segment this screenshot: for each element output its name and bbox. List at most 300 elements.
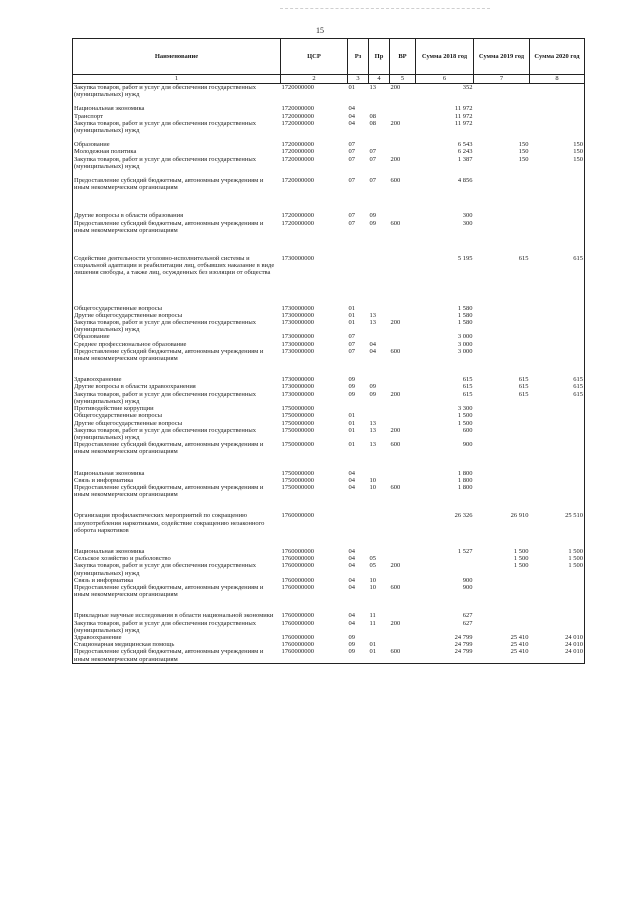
row-csr: 1750000000 <box>281 441 314 449</box>
row-name: Другие вопросы в области образования <box>73 212 281 219</box>
row-csr: 1760000000 <box>281 612 314 620</box>
row-sum-2020: 1 500 <box>530 555 585 562</box>
row-rz: 04 <box>348 105 355 113</box>
row-rz: 01 <box>348 419 355 427</box>
row-name: Транспорт <box>73 113 281 120</box>
row-sum-2018: 11 972 <box>454 105 473 113</box>
row-rz: 04 <box>348 476 355 484</box>
row-pr <box>369 412 390 419</box>
row-sum-2019 <box>474 405 530 412</box>
row-name: Предоставление субсидий бюджетным, автономным учреждениям и иным некоммерческим организациям <box>73 648 281 663</box>
table-row <box>73 420 585 427</box>
row-rz: 04 <box>348 469 355 477</box>
row-name: Национальная экономика <box>73 105 281 112</box>
spacer-row <box>73 605 585 612</box>
row-rz: 07 <box>348 148 355 156</box>
spacer-row <box>73 98 585 105</box>
row-sum-2018: 900 <box>462 576 473 584</box>
row-csr: 1730000000 <box>281 319 314 327</box>
row-rz: 04 <box>348 619 355 627</box>
table-row <box>73 577 585 584</box>
spacer-row <box>73 291 585 298</box>
row-pr <box>369 105 390 112</box>
row-vr: 200 <box>390 155 401 163</box>
row-rz: 04 <box>348 547 355 555</box>
table-row <box>73 641 585 648</box>
row-vr: 200 <box>390 390 401 398</box>
row-name: Стационарная медицинская помощь <box>73 641 281 648</box>
row-vr: 600 <box>390 219 401 227</box>
spacer-row <box>73 369 585 376</box>
table-row <box>73 348 585 362</box>
table-row <box>73 305 585 312</box>
row-pr: 05 <box>369 555 376 563</box>
table-row <box>73 634 585 641</box>
row-sum-2020 <box>530 305 585 312</box>
row-csr: 1730000000 <box>281 340 314 348</box>
row-sum-2019: 1 500 <box>513 562 529 570</box>
row-vr <box>390 255 416 277</box>
table-row <box>73 555 585 562</box>
row-pr: 09 <box>369 219 376 227</box>
row-sum-2019: 26 910 <box>510 512 529 520</box>
row-pr <box>369 512 390 534</box>
row-sum-2019: 150 <box>518 155 529 163</box>
row-csr: 1720000000 <box>281 177 314 185</box>
row-sum-2020 <box>530 620 585 634</box>
row-sum-2020: 615 <box>530 255 585 277</box>
row-sum-2020 <box>530 584 585 598</box>
row-sum-2020: 150 <box>530 148 585 155</box>
row-sum-2019 <box>474 348 530 362</box>
row-name: Закупка товаров, работ и услуг для обеспечения государственных (муниципальных) нужд <box>73 319 281 333</box>
row-sum-2019: 25 410 <box>510 633 529 641</box>
row-csr: 1760000000 <box>281 562 314 570</box>
row-csr: 1720000000 <box>281 105 314 113</box>
header-vr: ВР <box>390 39 416 75</box>
row-pr: 11 <box>369 612 376 620</box>
table-row <box>73 584 585 598</box>
row-csr: 1720000000 <box>281 84 314 91</box>
row-rz: 01 <box>348 84 355 91</box>
row-sum-2018: 1 500 <box>457 412 473 420</box>
row-vr <box>390 634 416 641</box>
row-csr: 1720000000 <box>281 219 314 227</box>
spacer-row <box>73 541 585 548</box>
row-rz: 04 <box>348 576 355 584</box>
row-vr <box>390 148 416 155</box>
row-vr: 600 <box>390 583 401 591</box>
row-rz: 01 <box>348 311 355 319</box>
row-sum-2020 <box>530 420 585 427</box>
row-sum-2018: 24 799 <box>416 648 474 663</box>
row-rz <box>348 255 369 277</box>
table-row <box>73 113 585 120</box>
row-csr: 1750000000 <box>281 476 314 484</box>
table-row <box>73 319 585 333</box>
spacer-row <box>73 241 585 248</box>
row-vr: 600 <box>390 441 401 449</box>
row-sum-2020: 24 010 <box>530 634 585 641</box>
row-sum-2018: 627 <box>462 612 473 620</box>
row-csr: 1730000000 <box>281 347 314 355</box>
row-sum-2018: 600 <box>462 426 473 434</box>
spacer-row <box>73 534 585 541</box>
row-csr: 1720000000 <box>281 212 314 220</box>
row-name: Закупка товаров, работ и услуг для обеспечения государственных (муниципальных) нужд <box>73 84 281 99</box>
row-pr: 05 <box>369 562 376 570</box>
row-sum-2020: 24 010 <box>530 648 585 663</box>
row-sum-2020 <box>530 220 585 234</box>
table-row <box>73 441 585 455</box>
row-rz: 01 <box>348 304 355 312</box>
row-csr: 1720000000 <box>281 112 314 120</box>
row-name: Организация профилактических мероприятий по сокращению злоупотребления наркотиками, содействие сокращению незаконного оборота наркотиков <box>73 512 281 534</box>
row-sum-2018 <box>416 562 474 576</box>
header-rz: Рз <box>348 39 369 75</box>
row-sum-2019 <box>474 620 530 634</box>
row-pr: 09 <box>369 212 376 220</box>
row-sum-2018: 3 000 <box>457 347 473 355</box>
row-sum-2018 <box>416 555 474 562</box>
row-sum-2020 <box>530 348 585 362</box>
row-pr: 08 <box>369 112 376 120</box>
header-sum-2018: Сумма 2018 год <box>416 39 474 75</box>
row-csr: 1730000000 <box>281 383 314 391</box>
row-name: Прикладные научные исследования в области национальной экономики <box>73 612 281 619</box>
page-number: 15 <box>316 26 324 35</box>
row-vr <box>390 105 416 112</box>
row-pr: 04 <box>369 340 376 348</box>
row-sum-2020 <box>530 341 585 348</box>
row-sum-2019: 615 <box>518 376 529 384</box>
spacer-row <box>73 205 585 212</box>
row-rz: 04 <box>348 555 355 563</box>
row-pr: 13 <box>369 426 376 434</box>
row-vr <box>390 548 416 555</box>
row-pr: 13 <box>369 84 376 91</box>
table-row <box>73 470 585 477</box>
row-vr <box>390 555 416 562</box>
row-rz: 07 <box>348 177 355 185</box>
row-sum-2018: 1 800 <box>457 476 473 484</box>
row-sum-2019 <box>474 333 530 340</box>
row-pr <box>369 376 390 383</box>
row-name: Молодежная политика <box>73 148 281 155</box>
row-sum-2018: 6 243 <box>457 148 473 156</box>
row-name: Общегосударственные вопросы <box>73 305 281 312</box>
row-sum-2019 <box>474 420 530 427</box>
row-sum-2018: 1 580 <box>457 319 473 327</box>
col-number: 8 <box>530 75 585 84</box>
row-pr: 13 <box>369 419 376 427</box>
row-csr: 1760000000 <box>281 619 314 627</box>
spacer-row <box>73 463 585 470</box>
row-rz: 07 <box>348 219 355 227</box>
column-number-row <box>73 75 585 84</box>
row-pr: 08 <box>369 119 376 127</box>
row-sum-2019 <box>474 305 530 312</box>
row-sum-2019 <box>474 212 530 219</box>
row-vr <box>390 312 416 319</box>
row-sum-2019 <box>474 477 530 484</box>
table-row <box>73 84 585 99</box>
row-sum-2019 <box>474 584 530 598</box>
row-csr: 1750000000 <box>281 483 314 491</box>
budget-table <box>72 38 585 664</box>
row-pr: 10 <box>369 583 376 591</box>
table-row <box>73 512 585 534</box>
row-sum-2020 <box>530 105 585 112</box>
row-vr <box>390 577 416 584</box>
row-pr <box>369 255 390 277</box>
row-name: Предоставление субсидий бюджетным, автономным учреждениям и иным некоммерческим организациям <box>73 348 281 362</box>
row-name: Закупка товаров, работ и услуг для обеспечения государственных (муниципальных) нужд <box>73 391 281 405</box>
row-name: Другие вопросы в области здравоохранения <box>73 383 281 390</box>
row-sum-2020 <box>530 120 585 134</box>
row-sum-2019: 615 <box>518 255 529 263</box>
row-pr: 01 <box>369 648 390 663</box>
table-row <box>73 612 585 619</box>
row-sum-2018: 1 800 <box>457 483 473 491</box>
row-pr: 04 <box>369 347 376 355</box>
row-name: Здравоохранение <box>73 634 281 641</box>
row-sum-2019 <box>474 120 530 134</box>
row-sum-2018: 1 580 <box>457 311 473 319</box>
spacer-row <box>73 170 585 177</box>
row-csr: 1760000000 <box>281 648 348 663</box>
row-sum-2020 <box>530 484 585 498</box>
row-rz: 01 <box>348 426 355 434</box>
row-sum-2018: 900 <box>462 583 473 591</box>
row-csr: 1760000000 <box>281 633 314 641</box>
table-row <box>73 255 585 277</box>
row-name: Закупка товаров, работ и услуг для обеспечения государственных (муниципальных) нужд <box>73 562 281 576</box>
row-sum-2020 <box>530 113 585 120</box>
row-vr <box>390 341 416 348</box>
row-vr: 200 <box>390 119 401 127</box>
row-csr: 1730000000 <box>281 255 314 263</box>
row-pr: 13 <box>369 311 376 319</box>
row-csr: 1760000000 <box>281 555 314 563</box>
row-sum-2018: 4 856 <box>457 177 473 185</box>
row-sum-2020 <box>530 212 585 219</box>
row-vr <box>390 376 416 383</box>
row-name: Образование <box>73 333 281 340</box>
row-sum-2019 <box>474 412 530 419</box>
row-sum-2019 <box>474 312 530 319</box>
row-csr: 1750000000 <box>281 419 314 427</box>
row-name: Предоставление субсидий бюджетным, автономным учреждениям и иным некоммерческим организациям <box>73 177 281 191</box>
row-vr <box>390 305 416 312</box>
spacer-row <box>73 234 585 241</box>
row-pr <box>369 548 390 555</box>
row-sum-2018: 24 799 <box>454 633 473 641</box>
row-sum-2018: 615 <box>462 383 473 391</box>
table-row <box>73 341 585 348</box>
row-sum-2020 <box>530 333 585 340</box>
row-rz: 07 <box>348 333 355 341</box>
row-name: Образование <box>73 141 281 148</box>
row-vr: 200 <box>390 426 401 434</box>
row-pr: 09 <box>369 390 376 398</box>
spacer-row <box>73 284 585 291</box>
row-sum-2020 <box>530 577 585 584</box>
row-sum-2019 <box>474 105 530 112</box>
table-row <box>73 427 585 441</box>
row-sum-2020: 1 500 <box>530 562 585 576</box>
row-name: Предоставление субсидий бюджетным, автономным учреждениям и иным некоммерческим организациям <box>73 584 281 598</box>
row-name: Предоставление субсидий бюджетным, автономным учреждениям и иным некоммерческим организациям <box>73 441 281 455</box>
row-rz: 04 <box>348 483 355 491</box>
row-sum-2018: 615 <box>462 390 473 398</box>
row-vr: 200 <box>390 619 401 627</box>
spacer-row <box>73 198 585 205</box>
row-rz: 07 <box>348 155 355 163</box>
table-row <box>73 477 585 484</box>
table-row <box>73 148 585 155</box>
row-csr: 1760000000 <box>281 583 314 591</box>
row-sum-2020 <box>530 441 585 455</box>
row-sum-2020 <box>530 177 585 191</box>
row-rz: 01 <box>348 319 355 327</box>
row-sum-2018: 1 387 <box>457 155 473 163</box>
row-sum-2018: 5 195 <box>457 255 473 263</box>
row-csr: 1730000000 <box>281 376 314 384</box>
row-sum-2019 <box>474 84 530 99</box>
row-sum-2019: 150 <box>518 148 529 156</box>
row-sum-2018: 1 800 <box>457 469 473 477</box>
row-sum-2019: 25 410 <box>510 641 529 649</box>
row-vr <box>390 412 416 419</box>
row-name: Предоставление субсидий бюджетным, автономным учреждениям и иным некоммерческим организациям <box>73 484 281 498</box>
row-sum-2018: 3 000 <box>457 340 473 348</box>
row-pr: 13 <box>369 319 376 327</box>
row-rz <box>348 512 369 534</box>
spacer-row <box>73 134 585 141</box>
table-row <box>73 376 585 383</box>
row-rz: 09 <box>348 383 355 391</box>
row-sum-2019 <box>474 612 530 619</box>
row-csr: 1760000000 <box>281 512 314 520</box>
spacer-row <box>73 598 585 605</box>
table-row <box>73 412 585 419</box>
row-name: Связь и информатика <box>73 477 281 484</box>
header-sum-2019: Сумма 2019 год <box>474 39 530 75</box>
row-name: Общегосударственные вопросы <box>73 412 281 419</box>
row-pr: 09 <box>369 383 376 391</box>
table-row <box>73 333 585 340</box>
row-sum-2019: 615 <box>518 383 529 391</box>
col-number: 3 <box>348 75 369 84</box>
row-sum-2020 <box>530 427 585 441</box>
row-name: Противодействие коррупции <box>73 405 281 412</box>
row-pr: 13 <box>369 441 376 449</box>
row-rz: 07 <box>348 212 355 220</box>
row-sum-2020 <box>530 312 585 319</box>
table-row <box>73 141 585 148</box>
row-vr <box>390 405 416 412</box>
row-name: Закупка товаров, работ и услуг для обеспечения государственных (муниципальных) нужд <box>73 120 281 134</box>
row-name: Среднее профессиональное образование <box>73 341 281 348</box>
row-vr <box>390 420 416 427</box>
row-vr <box>390 333 416 340</box>
spacer-row <box>73 191 585 198</box>
row-sum-2019: 150 <box>518 141 529 149</box>
row-rz: 09 <box>348 376 355 384</box>
row-sum-2020: 1 500 <box>530 548 585 555</box>
spacer-row <box>73 277 585 284</box>
row-csr: 1750000000 <box>281 412 314 420</box>
row-sum-2020: 615 <box>530 376 585 383</box>
row-csr: 1760000000 <box>281 641 314 649</box>
row-csr: 1760000000 <box>281 547 314 555</box>
col-number: 5 <box>390 75 416 84</box>
row-sum-2018: 627 <box>462 619 473 627</box>
row-sum-2020 <box>530 405 585 412</box>
col-number: 2 <box>281 75 348 84</box>
row-rz: 01 <box>348 441 355 449</box>
header-pr: Пр <box>369 39 390 75</box>
row-csr: 1720000000 <box>281 119 314 127</box>
row-sum-2020 <box>530 477 585 484</box>
row-rz: 07 <box>348 347 355 355</box>
col-number: 1 <box>73 75 281 84</box>
row-sum-2018: 24 799 <box>454 641 473 649</box>
row-rz: 04 <box>348 119 355 127</box>
row-name: Сельское хозяйство и рыболовство <box>73 555 281 562</box>
row-csr: 1720000000 <box>281 141 314 149</box>
row-vr: 600 <box>390 177 401 185</box>
row-pr: 01 <box>369 641 376 649</box>
row-sum-2020 <box>530 319 585 333</box>
row-rz: 09 <box>348 648 369 663</box>
header-csr: ЦСР <box>281 39 348 75</box>
row-csr: 1760000000 <box>281 576 314 584</box>
row-name: Другие общегосударственные вопросы <box>73 312 281 319</box>
row-pr: 10 <box>369 476 376 484</box>
row-sum-2018: 615 <box>462 376 473 384</box>
row-pr <box>369 305 390 312</box>
header-sum-2020: Сумма 2020 год <box>530 39 585 75</box>
row-sum-2020: 615 <box>530 391 585 405</box>
row-sum-2019 <box>474 220 530 234</box>
table-row <box>73 177 585 191</box>
table-row <box>73 391 585 405</box>
row-rz: 07 <box>348 141 355 149</box>
row-csr: 1730000000 <box>281 311 314 319</box>
col-number: 7 <box>474 75 530 84</box>
row-sum-2020 <box>530 612 585 619</box>
row-vr: 600 <box>390 648 416 663</box>
table-row <box>73 562 585 576</box>
row-vr: 600 <box>390 483 401 491</box>
row-vr <box>390 141 416 148</box>
table-row <box>73 312 585 319</box>
table-row <box>73 548 585 555</box>
table-row <box>73 220 585 234</box>
row-name: Закупка товаров, работ и услуг для обеспечения государственных (муниципальных) нужд <box>73 427 281 441</box>
row-sum-2018: 3 300 <box>457 405 473 413</box>
row-pr <box>369 470 390 477</box>
row-pr <box>369 333 390 340</box>
row-pr: 07 <box>369 155 376 163</box>
table-row <box>73 156 585 170</box>
col-number: 6 <box>416 75 474 84</box>
row-sum-2020: 150 <box>530 156 585 170</box>
row-sum-2018: 352 <box>462 84 473 91</box>
row-sum-2019 <box>474 484 530 498</box>
